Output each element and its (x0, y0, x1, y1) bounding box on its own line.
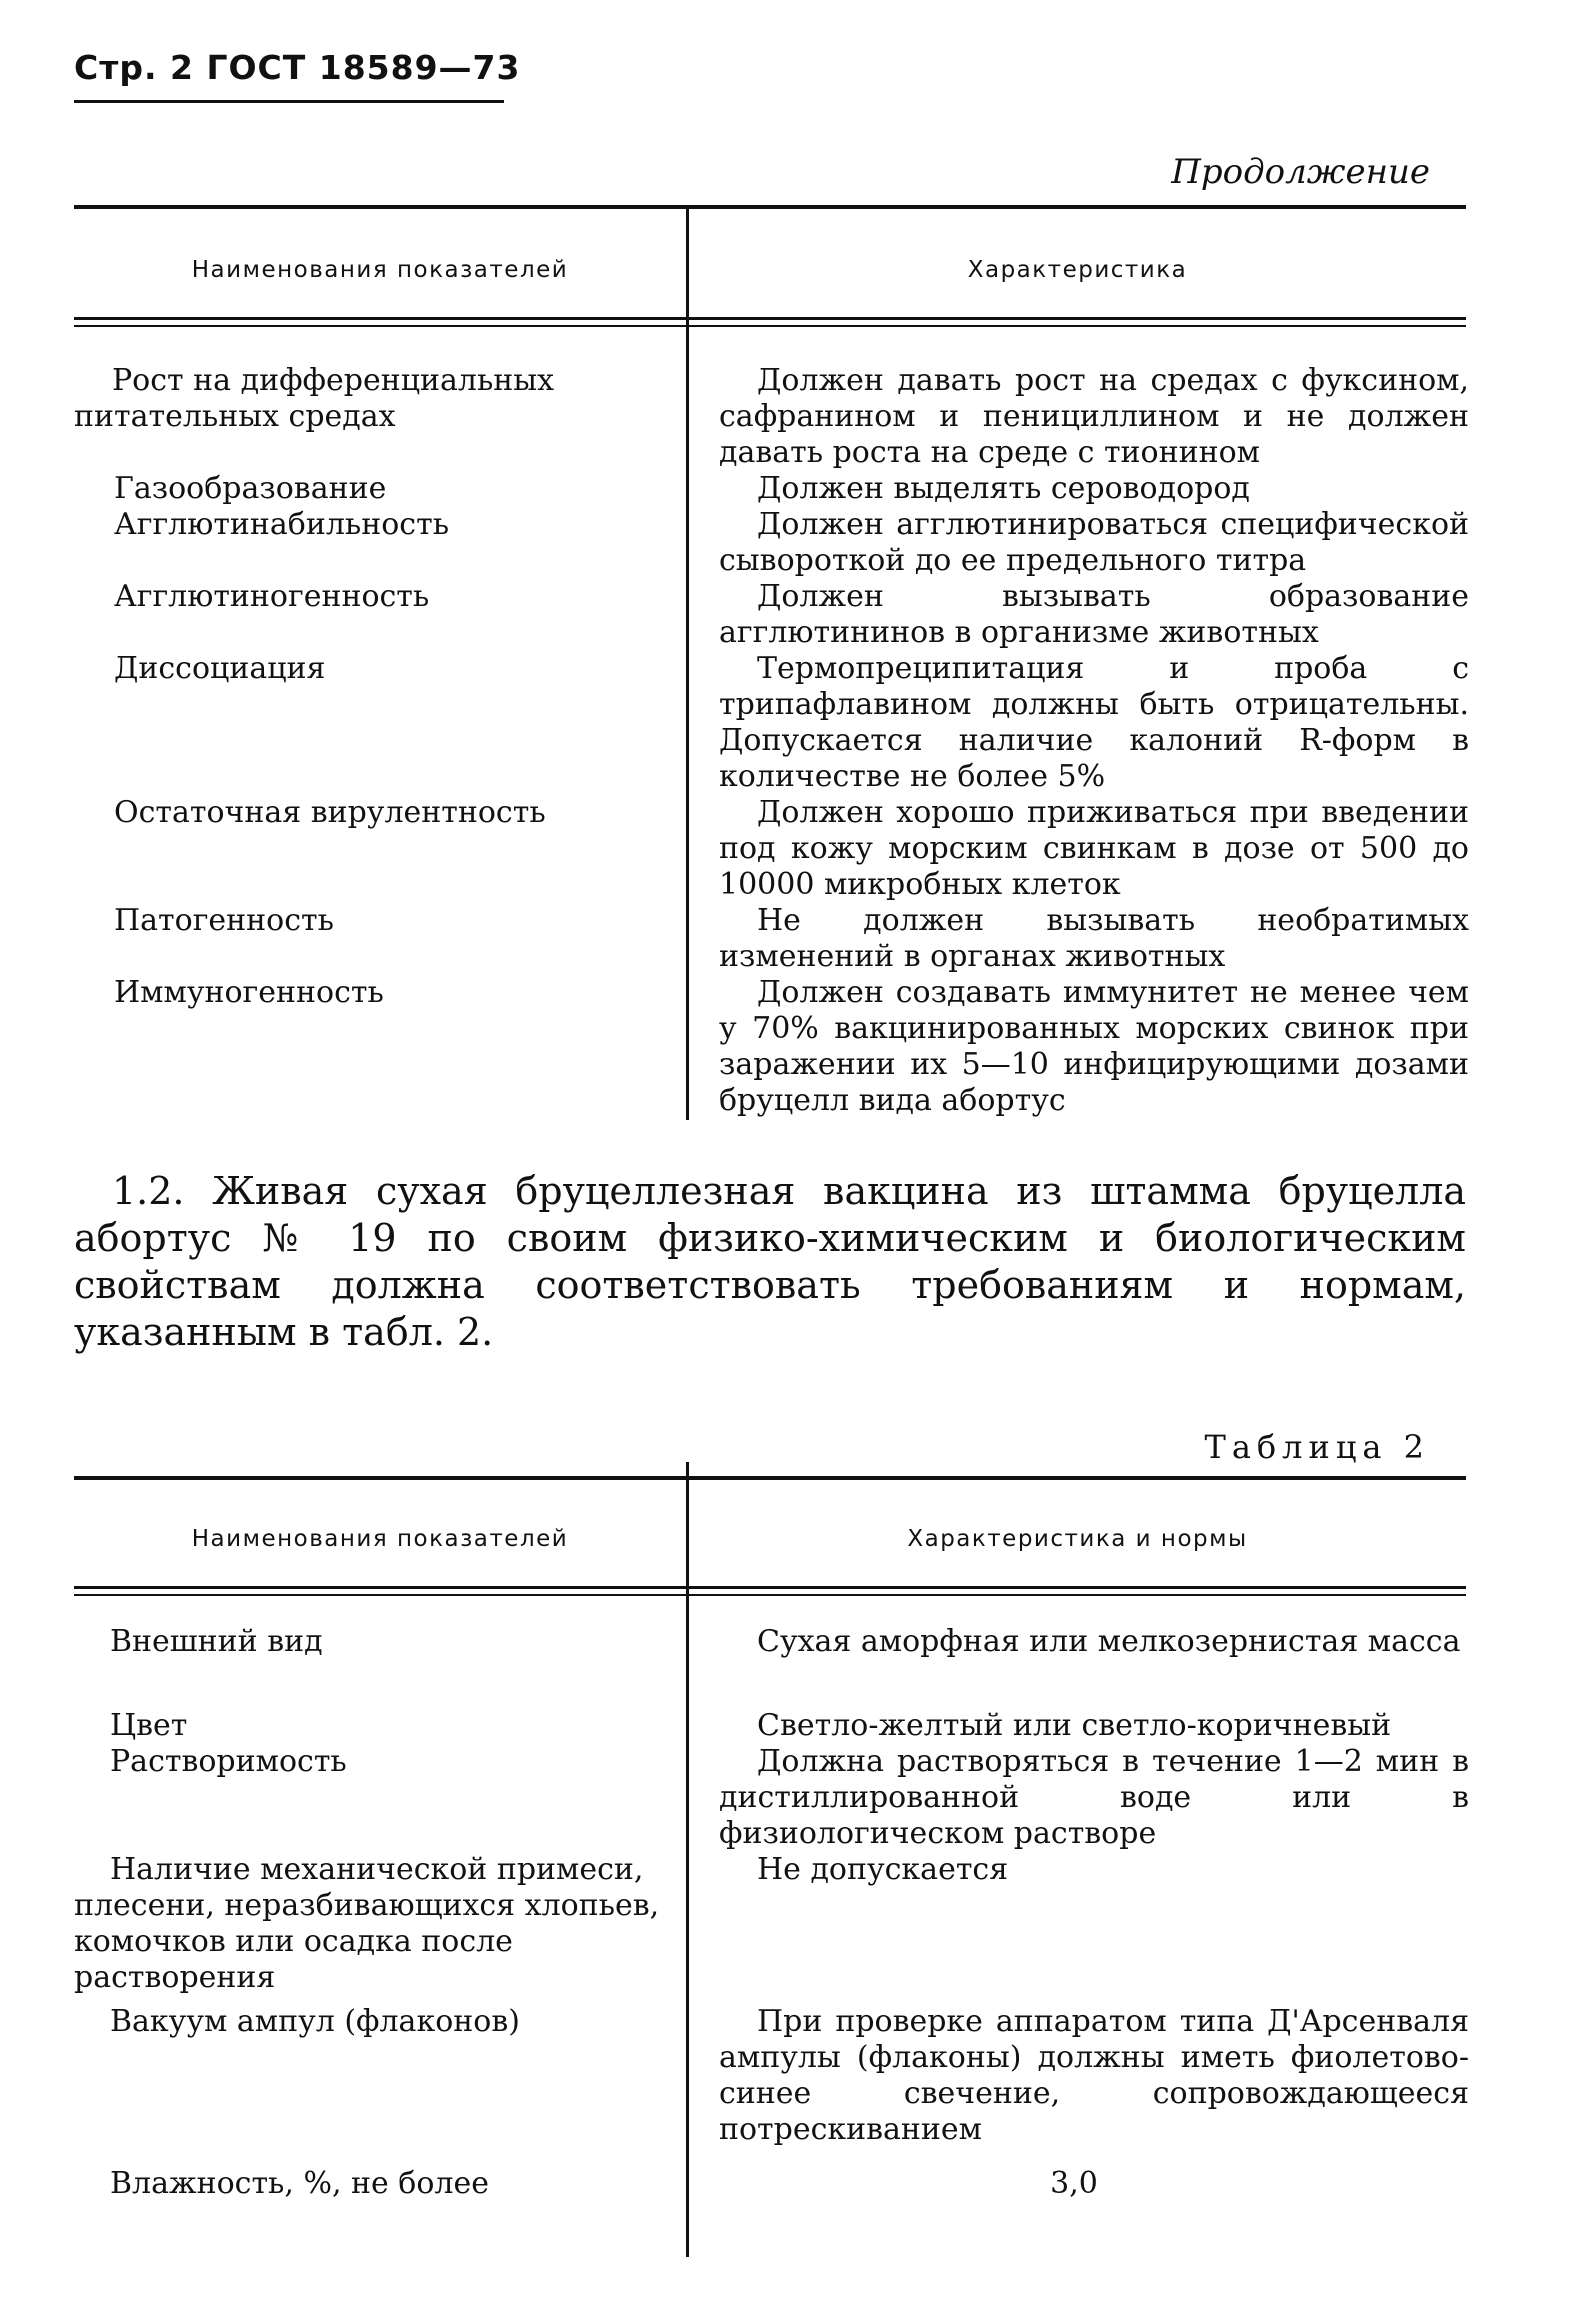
table-1-col2-header: Характеристика (967, 257, 1188, 283)
row-name: Иммуногенность (114, 975, 384, 1010)
table-2-col1-header: Наименования показателей (191, 1526, 569, 1552)
paragraph-text: 1.2. Живая сухая бруцеллезная вакцина из штамма бруцелла абортус № 19 по своим физико-химическим и биологическим свойствам должна соответствовать требованиям и нормам, указанным в табл. 2. (74, 1169, 1466, 1354)
table-2-header-rule-2 (74, 1594, 1466, 1596)
row-value: Должен агглютинироваться специфической сывороткой до ее предельного титра (719, 507, 1469, 578)
row-value: При проверке аппаратом типа Д'Арсенваля ампулы (флаконы) должны иметь фиолетово-синее свечение, сопровождающееся потрескиванием (719, 2004, 1469, 2147)
row-name: Растворимость (110, 1744, 347, 1779)
row-name: Влажность, %, не более (110, 2166, 489, 2201)
table-2 (74, 1476, 1469, 2276)
table-1-header-rule (74, 317, 1466, 320)
row-name: Агглютиногенность (114, 579, 430, 614)
table-2-header-rule (74, 1586, 1466, 1589)
table-1-column-divider (686, 205, 689, 1120)
table-1-col1-header: Наименования показателей (191, 257, 569, 283)
row-value: Не допускается (757, 1852, 1009, 1887)
row-name: Цвет (110, 1708, 188, 1743)
row-value: Термопреципитация и проба с трипафлавином должны быть отрицательны. Допускается наличие калоний R-форм в количестве не более 5% (719, 651, 1469, 794)
row-name: Наличие механической примеси, плесени, неразбивающихся хлопьев, комочков или осадка после растворения (74, 1852, 660, 1995)
row-value: Светло-желтый или светло-коричневый (757, 1708, 1392, 1743)
row-name: Диссоциация (114, 651, 326, 686)
row-name: Внешний вид (110, 1624, 323, 1659)
table-1 (74, 205, 1469, 1125)
table-1-header-rule-2 (74, 325, 1466, 327)
row-name: Вакуум ампул (флаконов) (110, 2004, 520, 2039)
page-header: Стр. 2 ГОСТ 18589—73 (74, 48, 521, 87)
section-paragraph (74, 1168, 1466, 1356)
row-value: Должен вызывать образование агглютининов в организме животных (719, 579, 1469, 650)
row-name: Патогенность (114, 903, 334, 938)
row-value: Должна растворяться в течение 1—2 мин в дистиллированной воде или в физиологическом растворе (719, 1744, 1469, 1851)
row-name: Рост на дифференциальных питательных средах (74, 363, 555, 434)
row-value: Должен хорошо приживаться при введении под кожу морским свинкам в дозе от 500 до 10000 микробных клеток (719, 795, 1469, 902)
row-name: Остаточная вирулентность (114, 795, 546, 830)
table-1-top-rule (74, 205, 1466, 209)
row-value: Должен выделять сероводород (757, 471, 1250, 506)
table-2-caption: Таблица 2 (1204, 1428, 1430, 1466)
row-value: Не должен вызывать необратимых изменений в органах животных (719, 903, 1469, 974)
row-name: Газообразование (114, 471, 387, 506)
row-value: 3,0 (1050, 2166, 1098, 2201)
row-name: Агглютинабильность (114, 507, 450, 542)
table-2-top-rule (74, 1476, 1466, 1480)
row-value: Должен давать рост на средах с фуксином, сафранином и пенициллином и не должен давать роста на среде с тионином (719, 363, 1469, 470)
row-value: Должен создавать иммунитет не менее чем у 70% вакцинированных морских свинок при заражении их 5—10 инфицирующими дозами бруцелл вида абортус (719, 975, 1469, 1118)
table-2-column-divider (686, 1462, 689, 2257)
row-value: Сухая аморфная или мелкозернистая масса (757, 1624, 1461, 1659)
continuation-label: Продолжение (1171, 152, 1430, 192)
header-rule (74, 100, 504, 103)
table-2-col2-header: Характеристика и нормы (907, 1526, 1248, 1552)
